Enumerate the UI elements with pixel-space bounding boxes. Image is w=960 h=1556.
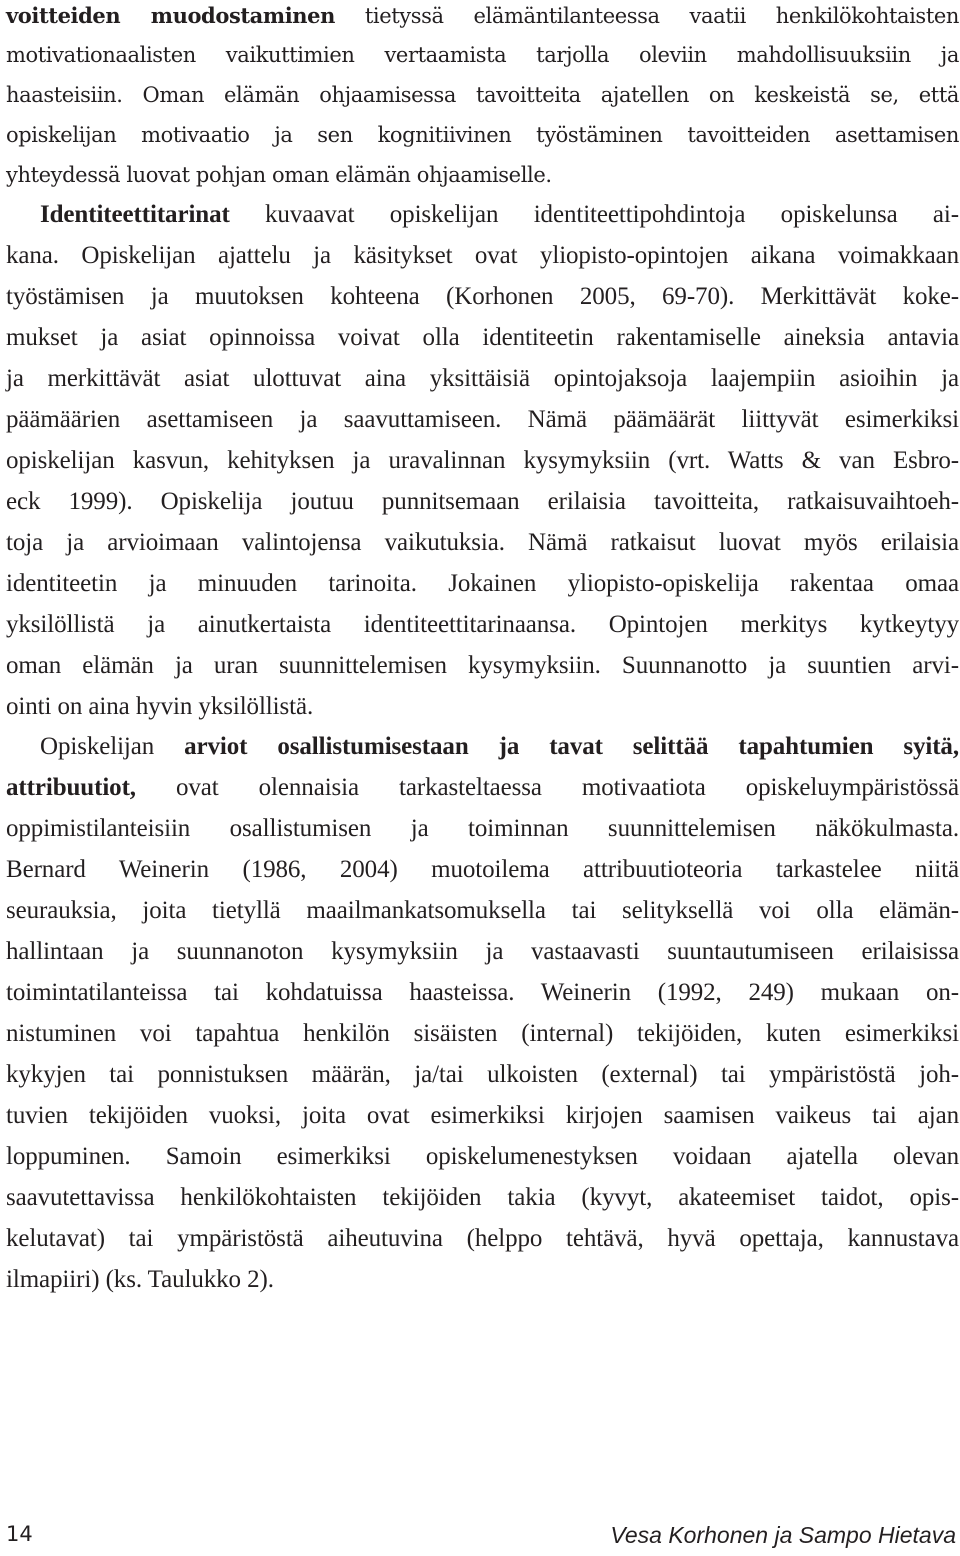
- text-line: seurauksia, joita tietyllä maailmankatsomuksella tai selityksellä voi olla elämän-: [6, 897, 959, 924]
- text-line: saavutettavissa henkilökohtaisten tekijöiden takia (kyvyt, akateemiset taidot, opis-: [6, 1184, 959, 1211]
- bold-term: voitteiden muodostaminen: [6, 3, 335, 28]
- text-line: nistuminen voi tapahtua henkilön sisäisten (internal) tekijöiden, kuten esimerkiksi: [6, 1020, 959, 1047]
- text-line: haasteisiin. Oman elämän ohjaamisessa tavoitteita ajatellen on keskeistä se, että: [6, 83, 959, 107]
- bold-term: Identiteettitarinat: [40, 201, 230, 228]
- text-line: eck 1999). Opiskelija joutuu punnitsemaan erilaisia tavoitteita, ratkaisuvaihtoeh-: [6, 488, 959, 515]
- text-line: Identiteettitarinat kuvaavat opiskelijan identiteettipohdintoja opiskelunsa ai-: [40, 201, 959, 228]
- text-line: attribuutiot, ovat olennaisia tarkasteltaessa motivaatiota opiskeluympäristössä: [6, 774, 959, 801]
- text-line: ja merkittävät asiat ulottuvat aina yksittäisiä opintojaksoja laajempiin asioihin ja: [6, 365, 959, 392]
- text-line: kana. Opiskelijan ajattelu ja käsitykset ovat yliopisto-opintojen aikana voimakkaan: [6, 242, 959, 269]
- text-line: oman elämän ja uran suunnittelemisen kysymyksiin. Suunnanotto ja suuntien arvi-: [6, 652, 959, 679]
- text-line: oppimistilanteisiin osallistumisen ja toiminnan suunnittelemisen näkökulmasta.: [6, 815, 959, 842]
- text-line: päämäärien asettamiseen ja saavuttamiseen. Nämä päämäärät liittyvät esimerkiksi: [6, 406, 959, 433]
- bold-term: attribuutiot,: [6, 774, 136, 801]
- text-line: toimintatilanteissa tai kohdatuissa haasteissa. Weinerin (1992, 249) mukaan on-: [6, 979, 959, 1006]
- page-number: 14: [6, 1522, 33, 1546]
- text-line: kelutavat) tai ympäristöstä aiheutuvina (helppo tehtävä, hyvä opettaja, kannustava: [6, 1225, 959, 1252]
- text-line: ilmapiiri) (ks. Taulukko 2).: [6, 1266, 274, 1293]
- text-line: toja ja arvioimaan valintojensa vaikutuksia. Nämä ratkaisut luovat myös erilaisia: [6, 529, 959, 556]
- text-line: kykyjen tai ponnistuksen määrän, ja/tai ulkoisten (external) tai ympäristöstä joh-: [6, 1061, 959, 1088]
- text-line: ointi on aina hyvin yksilöllistä.: [6, 693, 314, 720]
- running-footer-authors: Vesa Korhonen ja Sampo Hietava: [610, 1522, 956, 1548]
- text-line: voitteiden muodostaminen tietyssä elämäntilanteessa vaatii henkilökohtaisten: [6, 3, 960, 28]
- text-line: mukset ja asiat opinnoissa voivat olla identiteetin rakentamiselle aineksia antavia: [6, 324, 959, 351]
- bold-term: arviot osallistumisestaan ja tavat selittää tapahtumien syitä,: [184, 733, 959, 760]
- text-line: tuvien tekijöiden vuoksi, joita ovat esimerkiksi kirjojen saamisen vaikeus tai ajan: [6, 1102, 959, 1129]
- text-line: Opiskelijan arviot osallistumisestaan ja tavat selittää tapahtumien syitä,: [40, 733, 959, 760]
- text-line: yksilöllistä ja ainutkertaista identiteettitarinaansa. Opintojen merkitys kytkeytyy: [6, 611, 959, 638]
- text-line: motivationaalisten vaikuttimien vertaamista tarjolla oleviin mahdollisuuksiin ja: [6, 43, 959, 67]
- text-line: opiskelijan motivaatio ja sen kognitiivinen työstäminen tavoitteiden asettamisen: [6, 123, 959, 147]
- text-line: Bernard Weinerin (1986, 2004) muotoilema attribuutioteoria tarkastelee niitä: [6, 856, 959, 883]
- text-line: yhteydessä luovat pohjan oman elämän ohjaamiselle.: [6, 163, 552, 187]
- text-line: hallintaan ja suunnanoton kysymyksiin ja vastaavasti suuntautumiseen erilaisissa: [6, 938, 959, 965]
- text-line: opiskelijan kasvun, kehityksen ja uravalinnan kysymyksiin (vrt. Watts & van Esbro-: [6, 447, 959, 474]
- text-line: identiteetin ja minuuden tarinoita. Jokainen yliopisto-opiskelija rakentaa omaa: [6, 570, 959, 597]
- text-line: työstämisen ja muutoksen kohteena (Korhonen 2005, 69-70). Merkittävät koke-: [6, 283, 959, 310]
- text-line: loppuminen. Samoin esimerkiksi opiskelumenestyksen voidaan ajatella olevan: [6, 1143, 959, 1170]
